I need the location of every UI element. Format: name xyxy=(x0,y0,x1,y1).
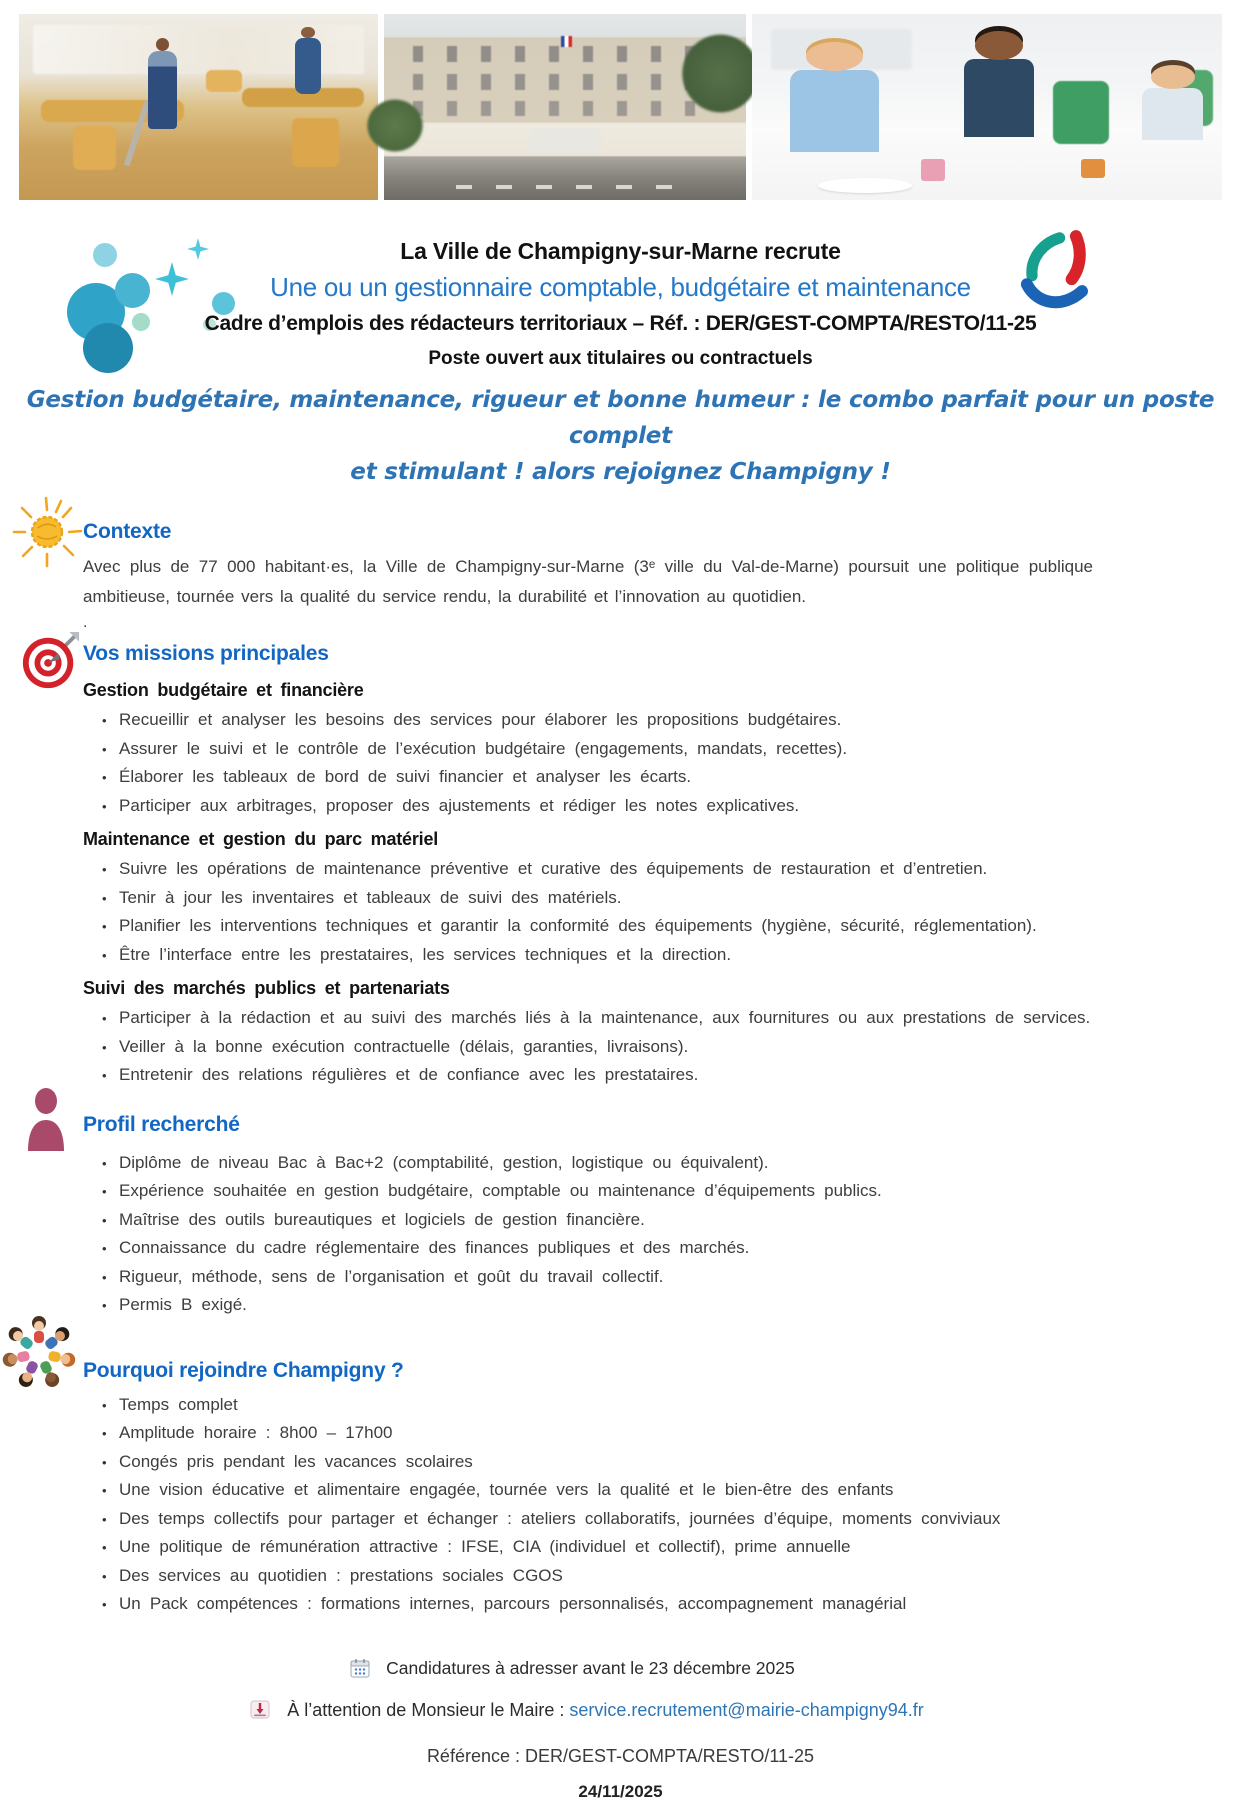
missions-section xyxy=(83,642,1093,1085)
children-ring-icon xyxy=(0,1307,81,1405)
tagline-line-2: et stimulant ! alors rejoignez Champigny ! xyxy=(350,459,891,485)
mission-item: • Entretenir des relations régulières et de confiance avec les prestataires. xyxy=(83,1065,1093,1085)
contexte-section xyxy=(83,520,1093,634)
missions-heading-label: Vos missions principales xyxy=(83,642,329,665)
pourquoi-section xyxy=(83,1359,1093,1614)
mission-list xyxy=(83,1008,1093,1085)
mission-item: • Participer à la rédaction et au suivi des marchés liés à la maintenance, aux fournitures ou aux prestations de services. xyxy=(83,1008,1093,1028)
mission-item: • Élaborer les tableaux de bord de suivi financier et analyser les écarts. xyxy=(83,767,1093,787)
target-dart-icon xyxy=(19,630,81,698)
profil-list xyxy=(83,1153,1093,1315)
mission-group-title: Suivi des marchés publics et partenariats xyxy=(83,978,450,998)
mission-group-title: Gestion budgétaire et financière xyxy=(83,680,364,700)
profil-section xyxy=(83,1113,1093,1315)
mission-group-title: Maintenance et gestion du parc matériel xyxy=(83,829,439,849)
profil-item: • Connaissance du cadre réglementaire des finances publiques et des marchés. xyxy=(83,1238,1093,1258)
deadline-line xyxy=(0,1658,1193,1683)
stray-dot: . xyxy=(83,614,88,631)
attention-line xyxy=(0,1698,1207,1725)
email-link[interactable]: service.recrutement@mairie-champigny94.fr xyxy=(569,1699,924,1720)
pourquoi-item: • Des temps collectifs pour partager et échanger : ateliers collaboratifs, journées d’équipe, moments conviviaux xyxy=(83,1509,1093,1529)
mission-item: • Être l’interface entre les prestataires, les services techniques et la direction. xyxy=(83,945,1093,965)
cadre-line: Cadre d’emplois des rédacteurs territoriaux – Réf. : DER/GEST-COMPTA/RESTO/11-25 xyxy=(204,312,1037,335)
profil-item: • Maîtrise des outils bureautiques et logiciels de gestion financière. xyxy=(83,1210,1093,1230)
profil-heading xyxy=(83,1113,1093,1137)
person-silhouette-icon xyxy=(25,1087,67,1157)
mission-item: • Suivre les opérations de maintenance préventive et curative des équipements de restauration et d’entretien. xyxy=(83,859,1093,879)
date-line: 24/11/2025 xyxy=(578,1781,663,1801)
profil-heading-label: Profil recherché xyxy=(83,1112,240,1136)
calendar-icon xyxy=(350,1658,370,1683)
missions-heading xyxy=(83,642,1093,666)
profil-item: • Expérience souhaitée en gestion budgétaire, comptable ou maintenance d’équipements publics. xyxy=(83,1181,1093,1201)
deadline-text: Candidatures à adresser avant le 23 décembre 2025 xyxy=(386,1657,795,1678)
contexte-heading-label: Contexte xyxy=(83,520,172,543)
header xyxy=(0,0,1241,490)
reference-line: Référence : DER/GEST-COMPTA/RESTO/11-25 xyxy=(426,1745,815,1766)
pourquoi-item: • Une vision éducative et alimentaire engagée, tournée vers la qualité et le bien-être des enfants xyxy=(83,1480,1093,1500)
mission-list xyxy=(83,859,1093,964)
attention-text: À l’attention de Monsieur le Maire : xyxy=(287,1699,570,1720)
pourquoi-item: • Congés pris pendant les vacances scolaires xyxy=(83,1452,1093,1472)
profil-item: • Rigueur, méthode, sens de l’organisation et goût du travail collectif. xyxy=(83,1267,1093,1287)
pourquoi-item: • Un Pack compétences : formations internes, parcours personnalisés, accompagnement managérial xyxy=(83,1594,1093,1614)
mission-item: • Assurer le suivi et le contrôle de l’exécution budgétaire (engagements, mandats, recettes). xyxy=(83,739,1093,759)
mission-item: • Recueillir et analyser les besoins des services pour élaborer les propositions budgétaires. xyxy=(83,710,1093,730)
mail-tray-icon xyxy=(249,1698,271,1725)
profil-item: • Permis B exigé. xyxy=(83,1295,1093,1315)
mission-list xyxy=(83,710,1093,815)
profil-item: • Diplôme de niveau Bac à Bac+2 (comptabilité, gestion, logistique ou équivalent). xyxy=(83,1153,1093,1173)
contexte-paragraph: Avec plus de 77 000 habitant·es, la Ville de Champigny-sur-Marne (3ᵉ ville du Val-de-Marne) poursuit une politique publique ambitieuse, tournée vers la qualité du service rendu, la durabilité et l’innovation au quotidien. xyxy=(83,557,1093,606)
body-column xyxy=(83,520,1093,1614)
pourquoi-item: • Amplitude horaire : 8h00 – 17h00 xyxy=(83,1423,1093,1443)
mission-item: • Participer aux arbitrages, proposer des ajustements et rédiger les notes explicatives. xyxy=(83,796,1093,816)
pourquoi-item: • Des services au quotidien : prestations sociales CGOS xyxy=(83,1566,1093,1586)
pourquoi-heading xyxy=(83,1359,1093,1383)
sun-icon xyxy=(11,488,85,578)
tagline xyxy=(0,382,1241,490)
contexte-heading xyxy=(83,520,1093,544)
job-title: Une ou un gestionnaire comptable, budgétaire et maintenance xyxy=(270,272,971,302)
pourquoi-heading-label: Pourquoi rejoindre Champigny ? xyxy=(83,1358,404,1382)
mission-item: • Planifier les interventions techniques et garantir la conformité des équipements (hygiène, sécurité, réglementation). xyxy=(83,916,1093,936)
footer xyxy=(0,1658,1241,1802)
recruiting-line: La Ville de Champigny-sur-Marne recrute xyxy=(400,238,841,264)
pourquoi-list xyxy=(83,1395,1093,1614)
mission-item: • Tenir à jour les inventaires et tableaux de suivi des matériels. xyxy=(83,888,1093,908)
poste-line: Poste ouvert aux titulaires ou contractuels xyxy=(428,348,813,369)
tagline-line-1: Gestion budgétaire, maintenance, rigueur et bonne humeur : le combo parfait pour un poste complet xyxy=(26,387,1215,449)
mission-item: • Veiller à la bonne exécution contractuelle (délais, garanties, livraisons). xyxy=(83,1037,1093,1057)
pourquoi-item: • Une politique de rémunération attractive : IFSE, CIA (individuel et collectif), prime annuelle xyxy=(83,1537,1093,1557)
pourquoi-item: • Temps complet xyxy=(83,1395,1093,1415)
